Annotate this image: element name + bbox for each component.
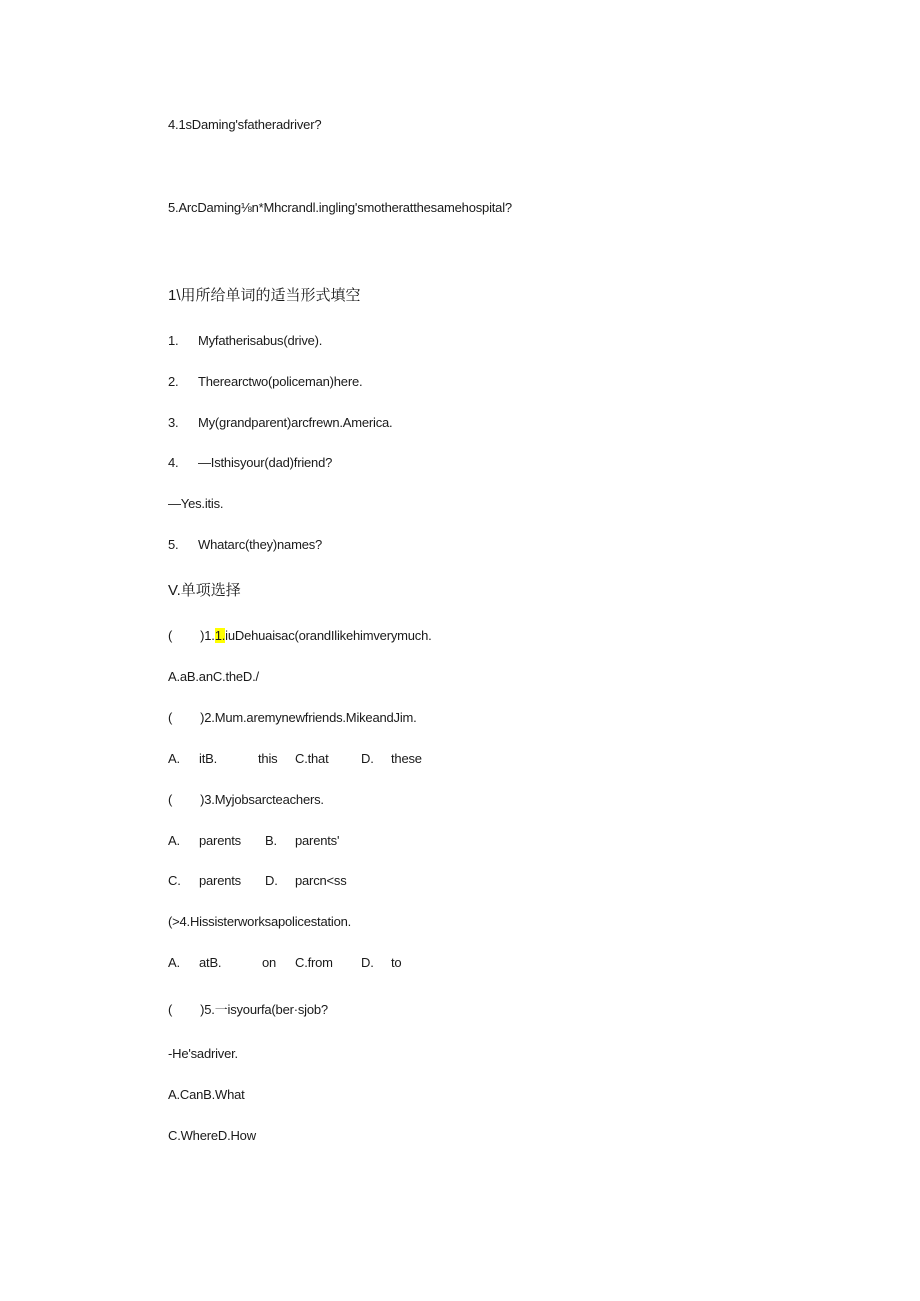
option-text: parents <box>199 833 241 848</box>
mc-question-2 <box>168 709 417 727</box>
option-label: B. <box>265 833 277 848</box>
item-number: 2. <box>168 374 179 389</box>
question-text: )2.Mum.aremynewfriends.MikeandJim. <box>200 710 417 725</box>
mc-options-2 <box>168 750 422 768</box>
item-text: Whatarc(they)names? <box>198 537 323 552</box>
option-text: parents <box>199 873 241 888</box>
option-label: D. <box>361 955 374 970</box>
item-number: 4. <box>168 455 179 470</box>
section-title-fill-in: 1\用所给单词的适当形式填空 <box>168 287 361 304</box>
item-number: 1. <box>168 333 179 348</box>
mc-question-5 <box>168 1001 328 1019</box>
option-text: these <box>391 751 422 766</box>
option-label: C. <box>168 873 181 888</box>
answer-line: -He'sadriver. <box>168 1046 238 1061</box>
blank-open: ( <box>168 628 173 643</box>
question-text: iuDehuaisac(orandIlikehimverymuch. <box>225 628 432 643</box>
option-text: C.that <box>295 751 329 766</box>
item-text: My(grandparent)arcfrewn.America. <box>198 415 393 430</box>
option-text: itB. <box>199 751 217 766</box>
item-number: 3. <box>168 415 179 430</box>
option-text: to <box>391 955 402 970</box>
mc-options-4 <box>168 954 401 972</box>
option-text: parents' <box>295 833 340 848</box>
highlighted-text: 1. <box>214 628 226 643</box>
blank-open: ( <box>168 1002 173 1017</box>
mc-options-5b: C.WhereD.How <box>168 1128 256 1143</box>
blank-open: ( <box>168 792 173 807</box>
item-number: 5. <box>168 537 179 552</box>
mc-options-5a: A.CanB.What <box>168 1087 245 1102</box>
option-label: A. <box>168 751 180 766</box>
option-text: on <box>262 955 277 970</box>
mc-options-3a <box>168 832 339 850</box>
list-item <box>168 536 322 554</box>
option-label: D. <box>265 873 278 888</box>
option-label: A. <box>168 833 180 848</box>
option-label: A. <box>168 955 180 970</box>
answer-line: —Yes.itis. <box>168 496 224 511</box>
item-text: —Isthisyour(dad)friend? <box>198 455 333 470</box>
question-text: )5.一isyourfa(ber·sjob? <box>200 1002 328 1017</box>
item-text: Therearctwo(policeman)here. <box>198 374 363 389</box>
list-item <box>168 454 332 472</box>
mc-options-1: A.aB.anC.theD./ <box>168 669 259 684</box>
option-text: this <box>258 751 278 766</box>
question-number: )1. <box>200 628 215 643</box>
mc-options-3b <box>168 872 347 890</box>
section-title-multiple-choice: V.单项选择 <box>168 582 241 599</box>
option-text: parcn<ss <box>295 873 347 888</box>
option-text: C.from <box>295 955 333 970</box>
mc-question-1 <box>168 627 432 645</box>
option-label: D. <box>361 751 374 766</box>
option-text: atB. <box>199 955 222 970</box>
question-5: 5.ArcDaming⅛n*Mhcrandl.ingling'smotheratthesamehospital? <box>168 200 512 215</box>
question-4: 4.1sDaming'sfatheradriver? <box>168 117 322 132</box>
mc-question-3 <box>168 791 324 809</box>
list-item <box>168 373 362 391</box>
mc-question-4: (>4.Hissisterworksapolicestation. <box>168 914 352 929</box>
list-item <box>168 414 392 432</box>
item-text: Myfatherisabus(drive). <box>198 333 323 348</box>
list-item <box>168 332 322 350</box>
question-text: )3.Myjobsarcteachers. <box>200 792 324 807</box>
blank-open: ( <box>168 710 173 725</box>
